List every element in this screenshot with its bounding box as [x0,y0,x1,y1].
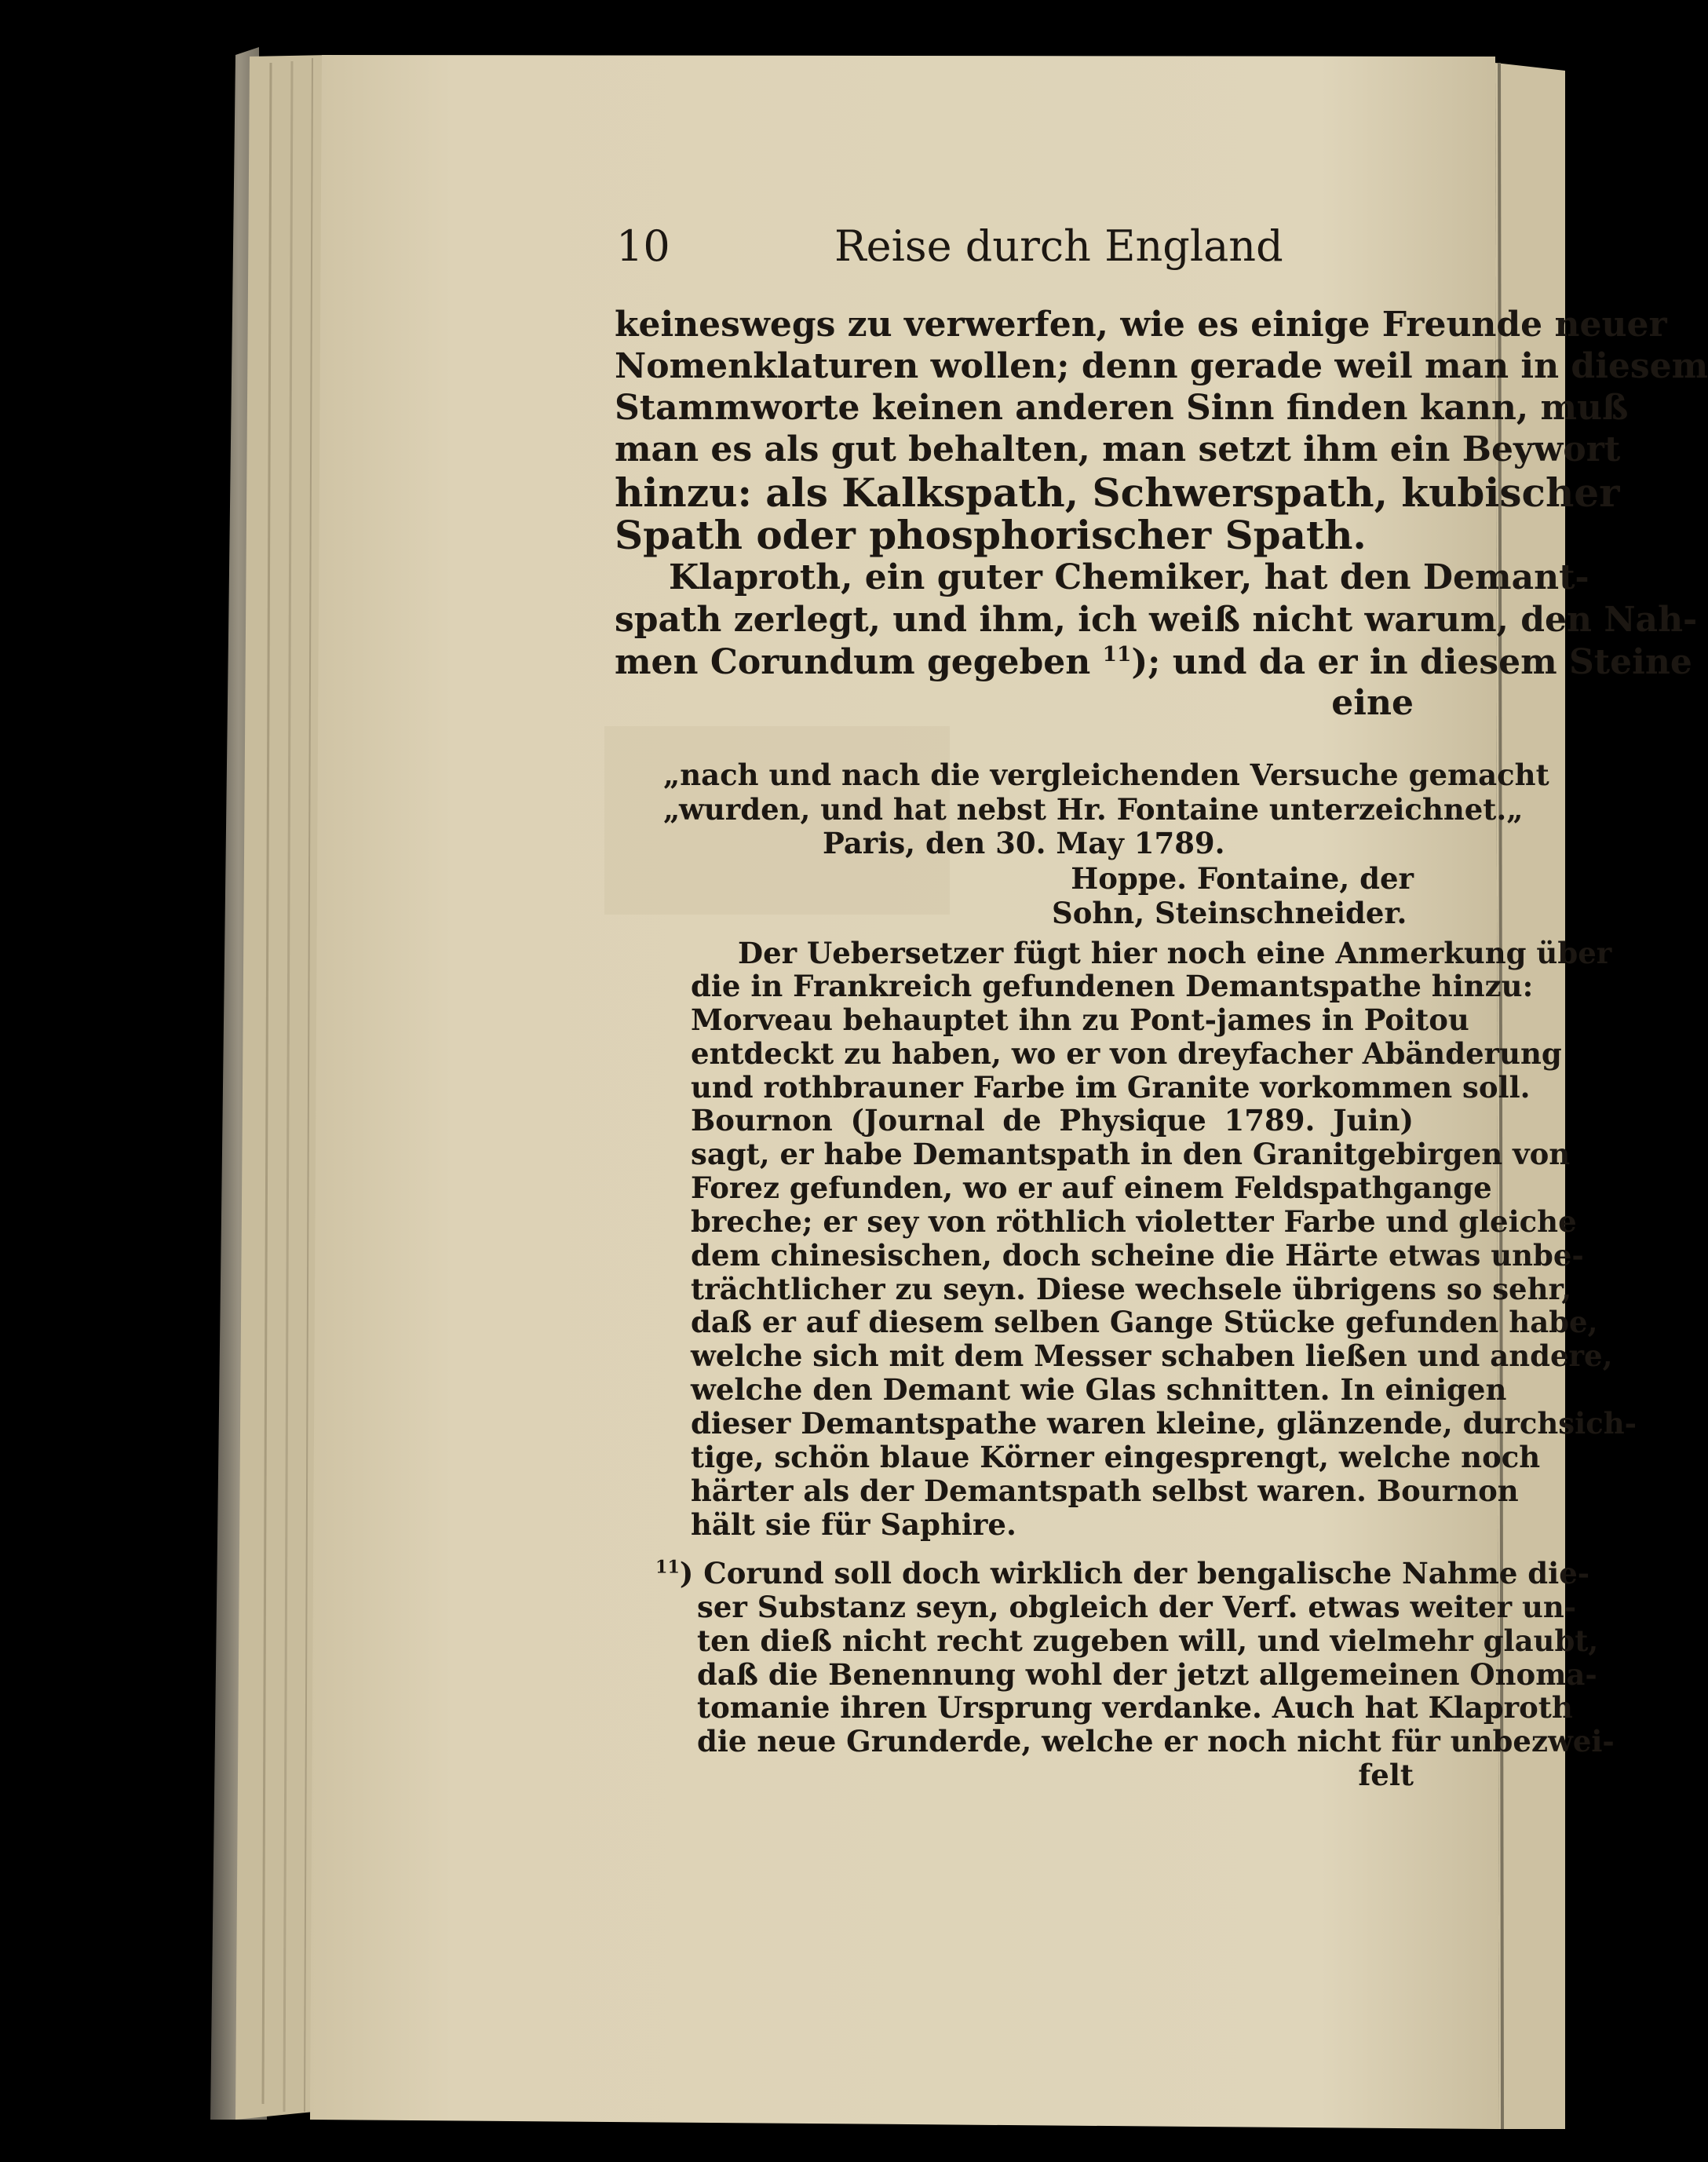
page-number: 10 [616,221,670,271]
text-line: Nomenklaturen wollen; denn gerade weil man in diesem [615,346,1708,386]
text-line: man es als gut behalten, man setzt ihm ein Beywort [615,429,1621,469]
note-line: hält sie für Saphire. [691,1507,1016,1542]
note-line: entdeckt zu haben, wo er von dreyfacher Abänderung [691,1036,1562,1071]
text-line: hinzu: als Kalkspath, Schwerspath, kubischer [615,469,1620,516]
text-line: keineswegs zu verwerfen, wie es einige Freunde neuer [615,305,1667,345]
quote-line: Hoppe. Fontaine, der [1071,861,1414,896]
catchword: felt [1358,1758,1414,1792]
note-line: welche sich mit dem Messer schaben ließen und andere, [691,1338,1613,1373]
note-line: Bournon (Journal de Physique 1789. Juin) [691,1103,1414,1138]
quote-line: „wurden, und hat nebst Hr. Fontaine unterzeichnet.„ [663,792,1524,827]
note-line: dem chinesischen, doch scheine die Härte etwas unbe- [691,1238,1584,1273]
footnote-line [655,1556,1590,1590]
note-line: breche; er sey von röthlich violetter Farbe und gleiche [691,1204,1577,1239]
text-fragment: ) Corund soll doch wirklich der bengalische Nahme die- [679,1556,1590,1590]
note-line: Der Uebersetzer fügt hier noch eine Anmerkung über [738,936,1612,970]
note-line: härter als der Demantspath selbst waren. Bournon [691,1474,1519,1508]
note-line: trächtlicher zu seyn. Diese wechsele übrigens so sehr, [691,1272,1572,1306]
text-line [615,642,1692,682]
text-line: Spath oder phosphorischer Spath. [615,512,1367,558]
text-fragment: ); und da er in diesem Steine [1131,642,1692,682]
footnote-line: tomanie ihren Ursprung verdanke. Auch hat Klaproth [697,1690,1573,1725]
note-line: dieser Demantspathe waren kleine, glänzende, durchsich- [691,1406,1637,1441]
note-line: und rothbrauner Farbe im Granite vorkommen soll. [691,1070,1531,1105]
text-line: Stammworte keinen anderen Sinn finden kann, muß [615,388,1629,428]
running-title: Reise durch England [834,221,1283,271]
note-line: sagt, er habe Demantspath in den Granitgebirgen von [691,1137,1571,1171]
note-line: Morveau behauptet ihn zu Pont-james in Poitou [691,1002,1469,1037]
text-line: spath zerlegt, und ihm, ich weiß nicht warum, den Nah- [615,600,1698,640]
text-fragment: men Corundum gegeben [615,642,1091,682]
quote-line: Sohn, Steinschneider. [1052,896,1407,930]
note-line: Forez gefunden, wo er auf einem Feldspathgange [691,1170,1492,1205]
footnote-line: ten dieß nicht recht zugeben will, und vielmehr glaubt, [697,1623,1599,1658]
quote-line: „nach und nach die vergleichenden Versuche gemacht [663,758,1549,792]
footnote-marker: 11 [655,1557,680,1578]
footnote-reference: 11 [1102,642,1132,667]
footnote-line: daß die Benennung wohl der jetzt allgemeinen Onoma- [697,1657,1597,1692]
text-line: Klaproth, ein guter Chemiker, hat den Demant- [669,557,1589,597]
footnote-line: die neue Grunderde, welche er noch nicht für unbezwei- [697,1724,1615,1758]
catchword: eine [1331,683,1414,723]
note-line: welche den Demant wie Glas schnitten. In einigen [691,1372,1507,1407]
footnote-line: ser Substanz seyn, obgleich der Verf. etwas weiter un- [697,1590,1577,1624]
note-line: daß er auf diesem selben Gange Stücke gefunden habe, [691,1305,1598,1339]
quote-line: Paris, den 30. May 1789. [823,826,1225,860]
note-line: tige, schön blaue Körner eingesprengt, welche noch [691,1440,1541,1474]
note-line: die in Frankreich gefundenen Demantspathe hinzu: [691,969,1534,1003]
